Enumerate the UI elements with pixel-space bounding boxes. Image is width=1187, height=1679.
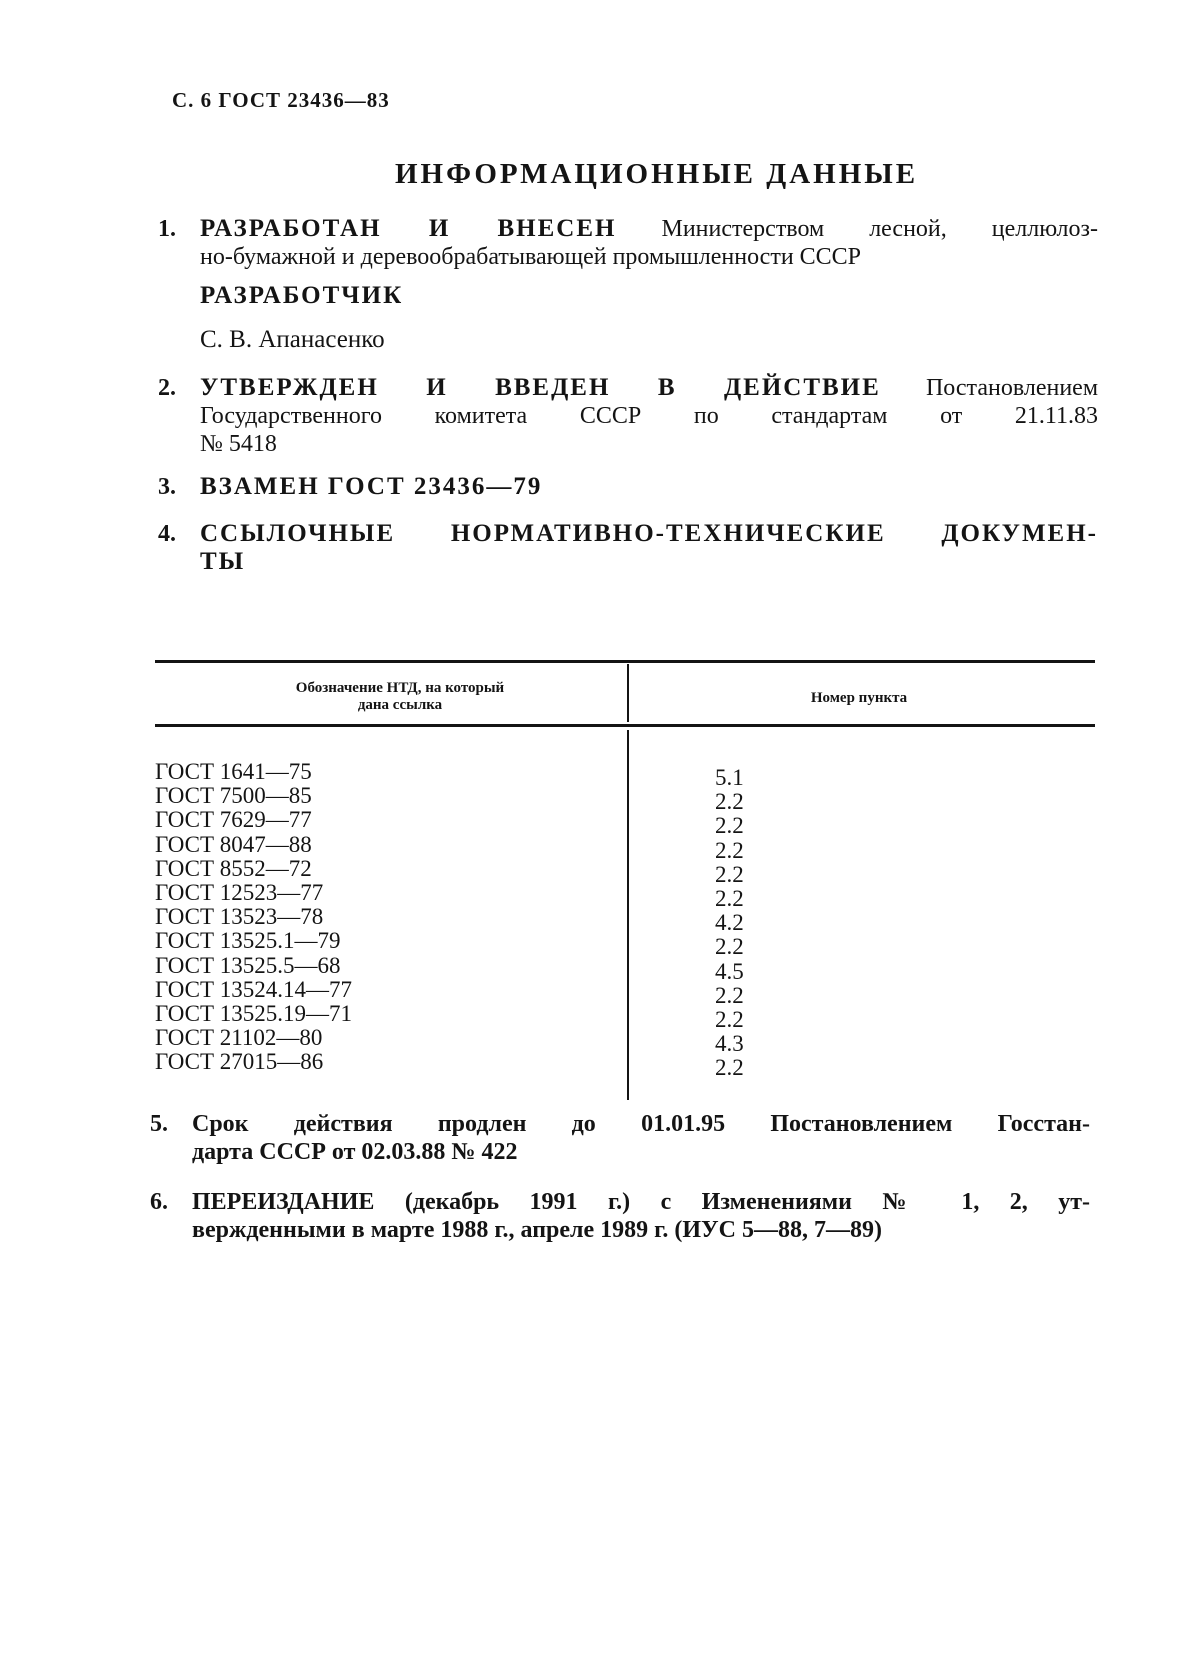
column-header-document-line-2: дана ссылка <box>357 697 443 713</box>
section-2-caps: УТВЕРЖДЕН И ВВЕДЕН В ДЕЙСТВИЕ <box>200 374 881 401</box>
developer-label: РАЗРАБОТЧИК <box>200 282 404 309</box>
table-cell-document: ГОСТ 13523—78 <box>155 904 324 930</box>
page-header: С. 6 ГОСТ 23436—83 <box>172 88 390 112</box>
section-5 <box>150 1110 1090 1166</box>
header-bottom-rule <box>155 724 1095 727</box>
table-cell-clause: 2.2 <box>715 1006 744 1032</box>
section-2-line-2: Государственного комитета СССР по стандартам от 21.11.83 <box>200 403 1098 429</box>
table-cell-document: ГОСТ 1641—75 <box>155 759 312 784</box>
section-1-caps: РАЗРАБОТАН И ВНЕСЕН <box>200 215 617 242</box>
section-1-line-1 <box>200 215 1098 243</box>
clause-column <box>715 766 915 1080</box>
section-4-line-2: ТЫ <box>200 548 246 575</box>
table-top-rule <box>155 660 1095 663</box>
table-cell-document: ГОСТ 13525.19—71 <box>155 1000 353 1026</box>
document-title: ИНФОРМАЦИОННЫЕ ДАННЫЕ <box>395 158 919 190</box>
section-5-line-2: дарта СССР от 02.03.88 № 422 <box>192 1139 518 1165</box>
section-6-line-1: ПЕРЕИЗДАНИЕ (декабрь 1991 г.) с Изменениями № 1, 2, ут- <box>192 1189 1090 1215</box>
table-cell-document: ГОСТ 21102—80 <box>155 1025 323 1051</box>
table-cell-clause: 2.2 <box>715 885 744 911</box>
section-3-number: 3. <box>158 474 176 500</box>
table-cell-clause: 2.2 <box>715 837 744 863</box>
table-cell-document: ГОСТ 13525.5—68 <box>155 952 341 978</box>
table-cell-clause: 4.5 <box>715 958 744 984</box>
column-header-document-line-1: Обозначение НТД, на который <box>295 680 505 696</box>
document-column <box>155 760 625 1074</box>
section-1 <box>158 215 1098 271</box>
section-1-line-1-rest: Министерством лесной, целлюлоз- <box>661 216 1099 242</box>
table-cell-document: ГОСТ 13525.1—79 <box>155 928 341 954</box>
table-cell-document: ГОСТ 13524.14—77 <box>155 976 353 1002</box>
table-cell-clause: 2.2 <box>715 1055 744 1081</box>
table-cell-clause: 2.2 <box>715 934 744 960</box>
table-cell-clause: 2.2 <box>715 789 744 815</box>
section-2-line-3: № 5418 <box>200 431 277 457</box>
section-2 <box>158 374 1098 458</box>
section-3-text: ВЗАМЕН ГОСТ 23436—79 <box>200 473 543 500</box>
section-6-line-2: вержденными в марте 1988 г., апреле 1989 г. (ИУС 5—88, 7—89) <box>192 1217 882 1243</box>
section-6 <box>150 1188 1090 1244</box>
column-header-clause: Номер пункта <box>810 690 908 706</box>
table-cell-clause: 5.1 <box>715 765 744 790</box>
table-cell-clause: 4.2 <box>715 910 744 936</box>
section-1-line-2: но-бумажной и деревообрабатывающей промышленности СССР <box>200 244 862 270</box>
table-cell-clause: 2.2 <box>715 861 744 887</box>
section-6-number: 6. <box>150 1189 168 1215</box>
body-column-divider <box>627 730 629 1100</box>
section-2-line-1-rest: Постановлением <box>925 375 1098 401</box>
table-cell-document: ГОСТ 7629—77 <box>155 807 312 833</box>
table-cell-document: ГОСТ 12523—77 <box>155 879 324 905</box>
section-4-number: 4. <box>158 521 176 547</box>
section-2-line-1 <box>200 374 1098 402</box>
table-cell-document: ГОСТ 27015—86 <box>155 1049 324 1075</box>
table-cell-clause: 4.3 <box>715 1031 744 1057</box>
developer-name: С. В. Апанасенко <box>200 326 385 353</box>
section-4-line-1: ССЫЛОЧНЫЕ НОРМАТИВНО-ТЕХНИЧЕСКИЕ ДОКУМЕН- <box>200 520 1098 547</box>
table-cell-clause: 2.2 <box>715 982 744 1008</box>
section-5-number: 5. <box>150 1111 168 1137</box>
table-cell-clause: 2.2 <box>715 813 744 839</box>
section-4 <box>158 520 1098 576</box>
section-3 <box>158 473 1098 501</box>
section-2-number: 2. <box>158 375 176 401</box>
table-cell-document: ГОСТ 7500—85 <box>155 783 312 809</box>
table-cell-document: ГОСТ 8552—72 <box>155 855 312 881</box>
table-cell-document: ГОСТ 8047—88 <box>155 831 312 857</box>
section-1-number: 1. <box>158 216 176 242</box>
column-header-document <box>175 680 625 714</box>
section-5-line-1: Срок действия продлен до 01.01.95 Постановлением Госстан- <box>192 1111 1090 1137</box>
reference-table <box>155 660 1095 1100</box>
